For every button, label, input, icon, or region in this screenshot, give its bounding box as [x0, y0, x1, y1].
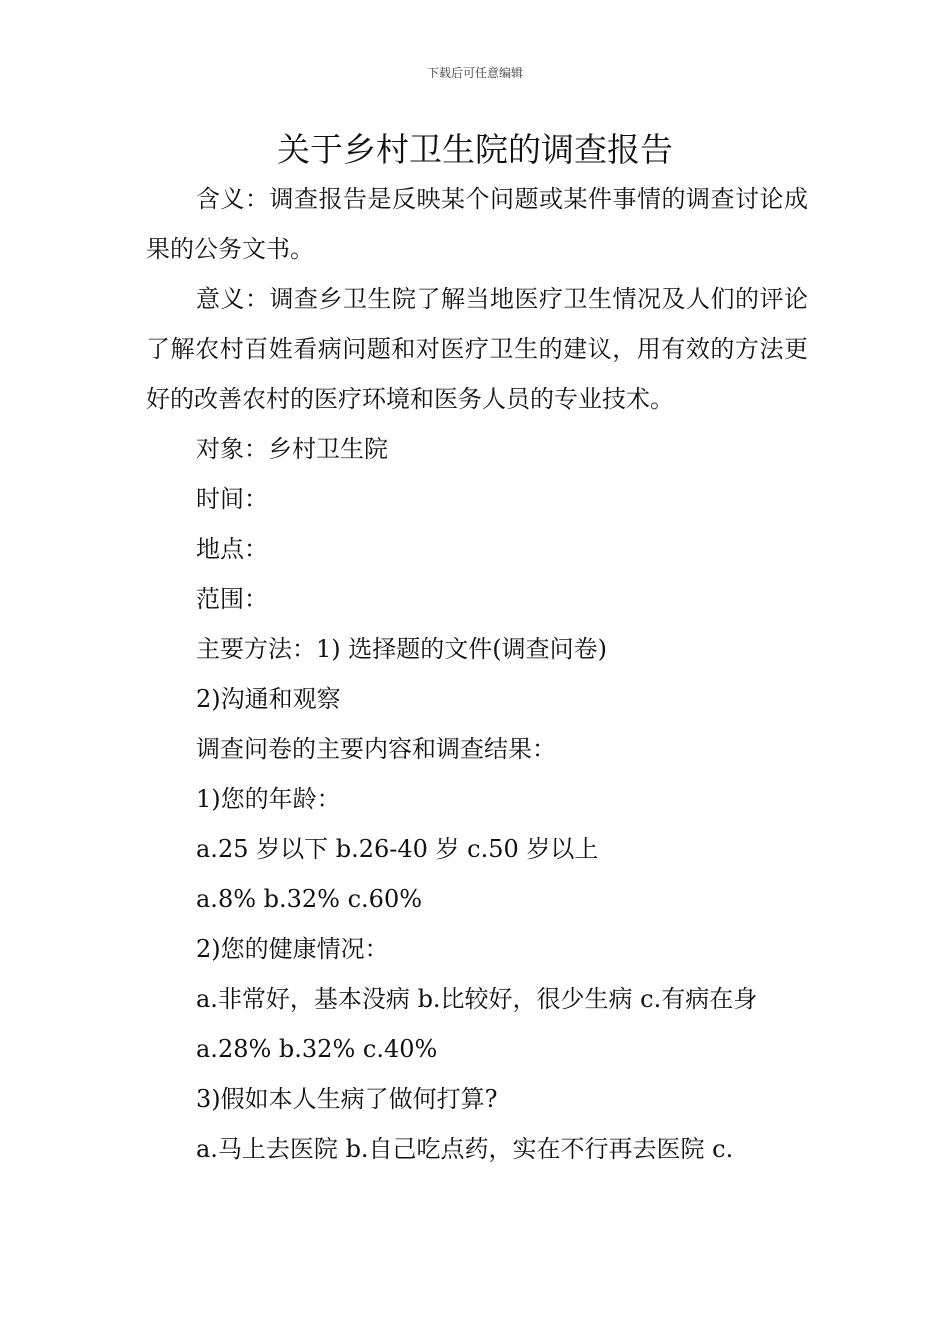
method-line-1: 主要方法：1) 选择题的文件(调查问卷): [196, 635, 607, 663]
q3-question: 3)假如本人生病了做何打算?: [196, 1085, 498, 1113]
document-body: [146, 174, 808, 1174]
q2-options: a.非常好，基本没病 b.比较好，很少生病 c.有病在身: [196, 985, 758, 1013]
definition-paragraph: 含义：调查报告是反映某个问题或某件事情的调查讨论成果的公务文书。: [146, 185, 808, 263]
page-header-note: 下载后可任意编辑: [426, 66, 523, 80]
q1-question: 1)您的年龄：: [196, 785, 341, 813]
location-line: 地点：: [196, 535, 268, 563]
significance-paragraph: 意义：调查乡卫生院了解当地医疗卫生情况及人们的评论了解农村百姓看病问题和对医疗卫生的建议，用有效的方法更好的改善农村的医疗环境和医务人员的专业技术。: [146, 285, 808, 413]
method-line-2: 2)沟通和观察: [196, 685, 341, 713]
document-title: 关于乡村卫生院的调查报告: [277, 130, 673, 169]
q1-options: a.25 岁以下 b.26-40 岁 c.50 岁以上: [196, 835, 599, 863]
q2-question: 2)您的健康情况：: [196, 935, 389, 963]
q3-options: a.马上去医院 b.自己吃点药，实在不行再去医院 c.: [196, 1135, 734, 1163]
survey-intro: 调查问卷的主要内容和调查结果：: [196, 735, 556, 763]
time-line: 时间：: [196, 485, 268, 513]
q1-results: a.8% b.32% c.60%: [196, 885, 423, 913]
scope-line: 范围：: [196, 585, 268, 613]
q2-results: a.28% b.32% c.40%: [196, 1035, 438, 1063]
subject-line: 对象：乡村卫生院: [196, 435, 388, 463]
